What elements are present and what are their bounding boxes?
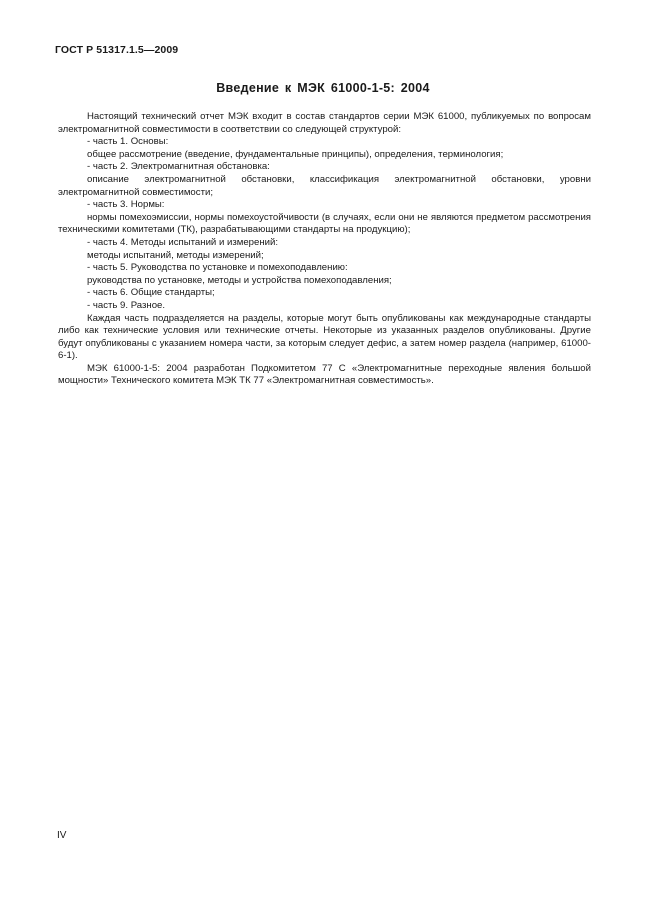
list-item-part-9: - часть 9. Разное. (87, 299, 166, 311)
list-item-part-2-desc: описание электромагнитной обстановки, классификация электромагнитной обстановки, уровни электромагнитной совместимости; (58, 173, 591, 198)
list-item-part-2: - часть 2. Электромагнитная обстановка: (87, 161, 270, 173)
list-item-part-3: - часть 3. Нормы: (87, 199, 165, 211)
sections-paragraph: Каждая часть подразделяется на разделы, которые могут быть опубликованы как международные стандарты либо как технические условия или технические отчеты. Некоторые из указанных разделов опубликованы. Другие будут опубликованы с указанием номера части, за которым следует дефис, а затем номер раздела (например, 61000-6-1). (58, 312, 591, 362)
list-item-part-5: - часть 5. Руководства по установке и помехоподавлению: (87, 262, 348, 274)
list-item-part-1-desc: общее рассмотрение (введение, фундаментальные принципы), определения, терминология; (87, 148, 504, 160)
body-text (58, 111, 591, 388)
list-item-part-1: - часть 1. Основы: (87, 136, 169, 148)
list-item-part-5-desc: руководства по установке, методы и устройства помехоподавления; (87, 274, 392, 286)
origin-paragraph: МЭК 61000-1-5: 2004 разработан Подкомитетом 77 С «Электромагнитные переходные явления большой мощности» Технического комитета МЭК ТК 77 «Электромагнитная совместимость». (58, 362, 591, 387)
intro-paragraph: Настоящий технический отчет МЭК входит в состав стандартов серии МЭК 61000, публикуемых по вопросам электромагнитной совместимости в соответствии со следующей структурой: (58, 111, 591, 135)
list-item-part-4-desc: методы испытаний, методы измерений; (87, 249, 264, 261)
list-item-part-3-desc: нормы помехоэмиссии, нормы помехоустойчивости (в случаях, если они не являются предметом рассмотрения техническими комитетами (ТК), разрабатывающими стандарты на продукцию); (58, 211, 591, 236)
document-code: ГОСТ Р 51317.1.5—2009 (55, 44, 179, 56)
list-item-part-6: - часть 6. Общие стандарты; (87, 287, 215, 299)
page-number: IV (57, 830, 67, 841)
list-item-part-4: - часть 4. Методы испытаний и измерений: (87, 236, 279, 248)
section-title: Введение к МЭК 61000-1-5: 2004 (216, 81, 430, 95)
